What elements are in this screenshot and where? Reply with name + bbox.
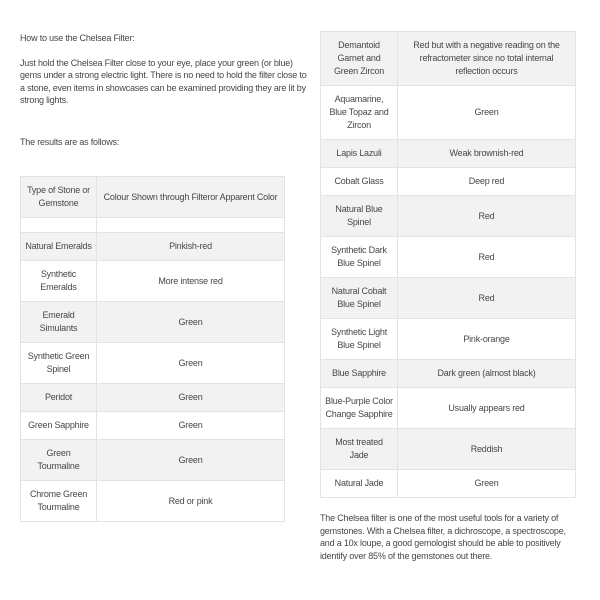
- stone-type-cell: Synthetic Light Blue Spinel: [321, 319, 398, 360]
- table-row: [321, 388, 576, 429]
- stone-type-cell: Chrome Green Tourmaline: [21, 481, 97, 522]
- stone-type-cell: Cobalt Glass: [321, 168, 398, 196]
- stone-type-cell: Blue-Purple Color Change Sapphire: [321, 388, 398, 429]
- filter-color-cell: Deep red: [398, 168, 576, 196]
- table-row: [21, 440, 285, 481]
- left-gem-table: [20, 176, 285, 522]
- table-row: [21, 218, 285, 233]
- filter-color-cell: Green: [97, 302, 285, 343]
- table-row: [321, 360, 576, 388]
- filter-color-cell: Red but with a negative reading on the refractometer since no total internal reflection occurs: [398, 32, 576, 86]
- table-row: [321, 32, 576, 86]
- table-row: [321, 196, 576, 237]
- table-row: [321, 429, 576, 470]
- table-row: [21, 233, 285, 261]
- filter-color-cell: Weak brownish-red: [398, 140, 576, 168]
- filter-color-cell: Green: [398, 86, 576, 140]
- filter-color-cell: [97, 218, 285, 233]
- filter-color-cell: Pink-orange: [398, 319, 576, 360]
- stone-type-cell: Lapis Lazuli: [321, 140, 398, 168]
- right-column: [320, 31, 578, 562]
- filter-color-cell: Red: [398, 196, 576, 237]
- left-column: [20, 32, 310, 522]
- right-gem-table: [320, 31, 576, 498]
- filter-color-cell: Green: [97, 412, 285, 440]
- summary-paragraph: The Chelsea filter is one of the most useful tools for a variety of gemstones. With a Chelsea filter, a dichroscope, a spectroscope, and a 10x loupe, a good gemologist should be able to positively identify over 85% of the gemstones out there.: [320, 513, 566, 561]
- stone-type-cell: Natural Blue Spinel: [321, 196, 398, 237]
- stone-type-cell: Natural Cobalt Blue Spinel: [321, 278, 398, 319]
- table-row: [21, 261, 285, 302]
- filter-color-cell: Green: [398, 470, 576, 498]
- filter-color-cell: Red: [398, 237, 576, 278]
- stone-type-cell: Demantoid Garnet and Green Zircon: [321, 32, 398, 86]
- stone-type-cell: Peridot: [21, 384, 97, 412]
- filter-color-cell: Pinkish-red: [97, 233, 285, 261]
- table-row: [21, 384, 285, 412]
- stone-type-cell: Green Sapphire: [21, 412, 97, 440]
- table-row: [321, 237, 576, 278]
- howto-paragraph: Just hold the Chelsea Filter close to your eye, place your green (or blue) gems under a strong electric light. There is no need to hold the filter close to a stone, even items in showcases can be examined providing they are lit by strong lights.: [20, 57, 307, 105]
- table-row: [321, 140, 576, 168]
- filter-color-cell: Red or pink: [97, 481, 285, 522]
- filter-color-cell: Green: [97, 343, 285, 384]
- stone-type-cell: Synthetic Emeralds: [21, 261, 97, 302]
- stone-type-cell: [21, 218, 97, 233]
- howto-heading: How to use the Chelsea Filter:: [20, 33, 135, 43]
- stone-type-cell: Emerald Simulants: [21, 302, 97, 343]
- table-row: [321, 278, 576, 319]
- table-row: [321, 470, 576, 498]
- table-row: [321, 168, 576, 196]
- table-row: [21, 302, 285, 343]
- stone-type-cell: Natural Jade: [321, 470, 398, 498]
- filter-color-cell: More intense red: [97, 261, 285, 302]
- stone-type-cell: Aquamarine, Blue Topaz and Zircon: [321, 86, 398, 140]
- stone-type-cell: Blue Sapphire: [321, 360, 398, 388]
- filter-color-cell: Green: [97, 440, 285, 481]
- filter-color-cell: Reddish: [398, 429, 576, 470]
- filter-color-cell: Green: [97, 384, 285, 412]
- filter-color-cell: Dark green (almost black): [398, 360, 576, 388]
- table-row: [21, 343, 285, 384]
- table-header-row: [21, 177, 285, 218]
- table-row: [321, 319, 576, 360]
- stone-type-cell: Green Tourmaline: [21, 440, 97, 481]
- stone-type-cell: Synthetic Dark Blue Spinel: [321, 237, 398, 278]
- table-row: [321, 86, 576, 140]
- table-row: [21, 412, 285, 440]
- results-label: The results are as follows:: [20, 136, 120, 147]
- header-cell-filter-color: Colour Shown through Filteror Apparent Color: [97, 177, 285, 218]
- stone-type-cell: Natural Emeralds: [21, 233, 97, 261]
- stone-type-cell: Most treated Jade: [321, 429, 398, 470]
- filter-color-cell: Red: [398, 278, 576, 319]
- header-cell-stone-type: Type of Stone or Gemstone: [21, 177, 97, 218]
- table-row: [21, 481, 285, 522]
- stone-type-cell: Synthetic Green Spinel: [21, 343, 97, 384]
- filter-color-cell: Usually appears red: [398, 388, 576, 429]
